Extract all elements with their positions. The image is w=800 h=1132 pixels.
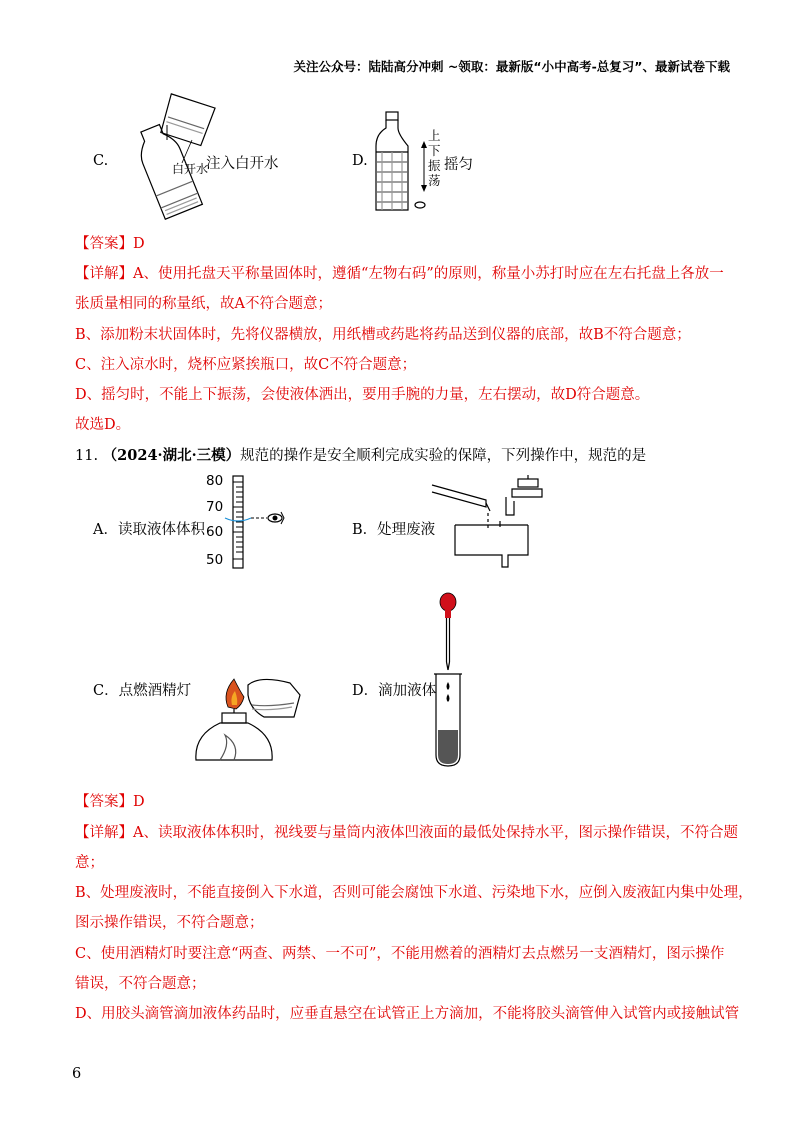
q11-figure-d-dropper-tube <box>430 590 470 770</box>
q10-c-water-label: 白开水 <box>172 162 209 176</box>
q11-stem <box>75 446 646 466</box>
q10-d-side-text <box>428 128 441 188</box>
page-header: 关注公众号：陆陆高分冲刺 ~领取：最新版“小中高考-总复习”、最新试卷下载 <box>293 59 730 74</box>
tick-label: 60 <box>206 524 224 540</box>
q10-figure-d-bottle <box>372 110 432 212</box>
d-side-char: 振 <box>428 158 441 173</box>
q11-question: 规范的操作是安全顺利完成实验的保障，下列操作中，规范的是 <box>240 448 647 464</box>
q10-choice: 故选D。 <box>75 417 131 433</box>
q11-option-a-label: A．读取液体体积 <box>93 522 205 538</box>
q10-detail-line-2: 张质量相同的称量纸，故A不符合题意； <box>75 296 332 312</box>
tick-label: 80 <box>206 473 224 489</box>
tick-label: 70 <box>206 499 224 515</box>
q11-detail-b-2: 图示操作错误，不符合题意； <box>75 915 264 931</box>
q10-detail-d: D、摇匀时，不能上下振荡，会使液体洒出，要用手腕的力量，左右摆动，故D符合题意。 <box>75 387 650 403</box>
q11-detail-b-1: B、处理废液时，不能直接倒入下水道，否则可能会腐蚀下水道、污染地下水，应倒入废液缸内集中处理， <box>75 885 753 901</box>
q10-option-d-label: D. <box>352 153 368 169</box>
q11-answer: 【答案】D <box>75 794 145 810</box>
q11-detail-d-1: D、用胶头滴管滴加液体药品时，应垂直悬空在试管正上方滴加，不能将胶头滴管伸入试管内或接触试管 <box>75 1006 740 1022</box>
q11-source: （2024·湖北·三模） <box>102 447 241 464</box>
q10-answer: 【答案】D <box>75 236 145 252</box>
page-number: 6 <box>72 1066 82 1082</box>
q11-option-b-label: B．处理废液 <box>352 522 436 538</box>
tick-label: 50 <box>206 552 224 568</box>
q11-figure-c-alcohol-lamp <box>190 665 305 770</box>
q11-option-d-label: D．滴加液体 <box>352 683 437 699</box>
q11-option-c-label: C．点燃酒精灯 <box>93 683 192 699</box>
d-side-char: 下 <box>428 143 441 158</box>
q11-detail-line-1: 【详解】A、读取液体体积时，视线要与量筒内液体凹液面的最低处保持水平，图示操作错误，不符合题 <box>75 825 738 841</box>
q11-detail-line-2: 意； <box>75 855 104 871</box>
q10-detail-line-1: 【详解】A、使用托盘天平称量固体时，遵循“左物右码”的原则，称量小苏打时应在左右托盘上各放一 <box>75 266 724 282</box>
q10-detail-b: B、添加粉末状固体时，先将仪器横放，用纸槽或药匙将药品送到仪器的底部，故B不符合题意； <box>75 327 691 343</box>
dropper-bulb-icon <box>440 593 456 611</box>
q11-number: 11. <box>75 448 99 464</box>
q11-detail-c-2: 错误，不符合题意； <box>75 976 206 992</box>
d-side-char: 上 <box>428 128 441 143</box>
q10-option-c-label: C. <box>93 153 109 169</box>
d-side-char: 荡 <box>428 173 441 188</box>
q10-d-caption: 摇匀 <box>444 157 473 173</box>
q11-figure-b-sink <box>430 475 560 570</box>
q11-detail-c-1: C、使用酒精灯时要注意“两查、两禁、一不可”，不能用燃着的酒精灯去点燃另一支酒精灯，图示操作 <box>75 946 725 962</box>
q10-detail-c: C、注入凉水时，烧杯应紧挨瓶口，故C不符合题意； <box>75 357 417 373</box>
q10-c-caption: 注入白开水 <box>206 156 279 172</box>
